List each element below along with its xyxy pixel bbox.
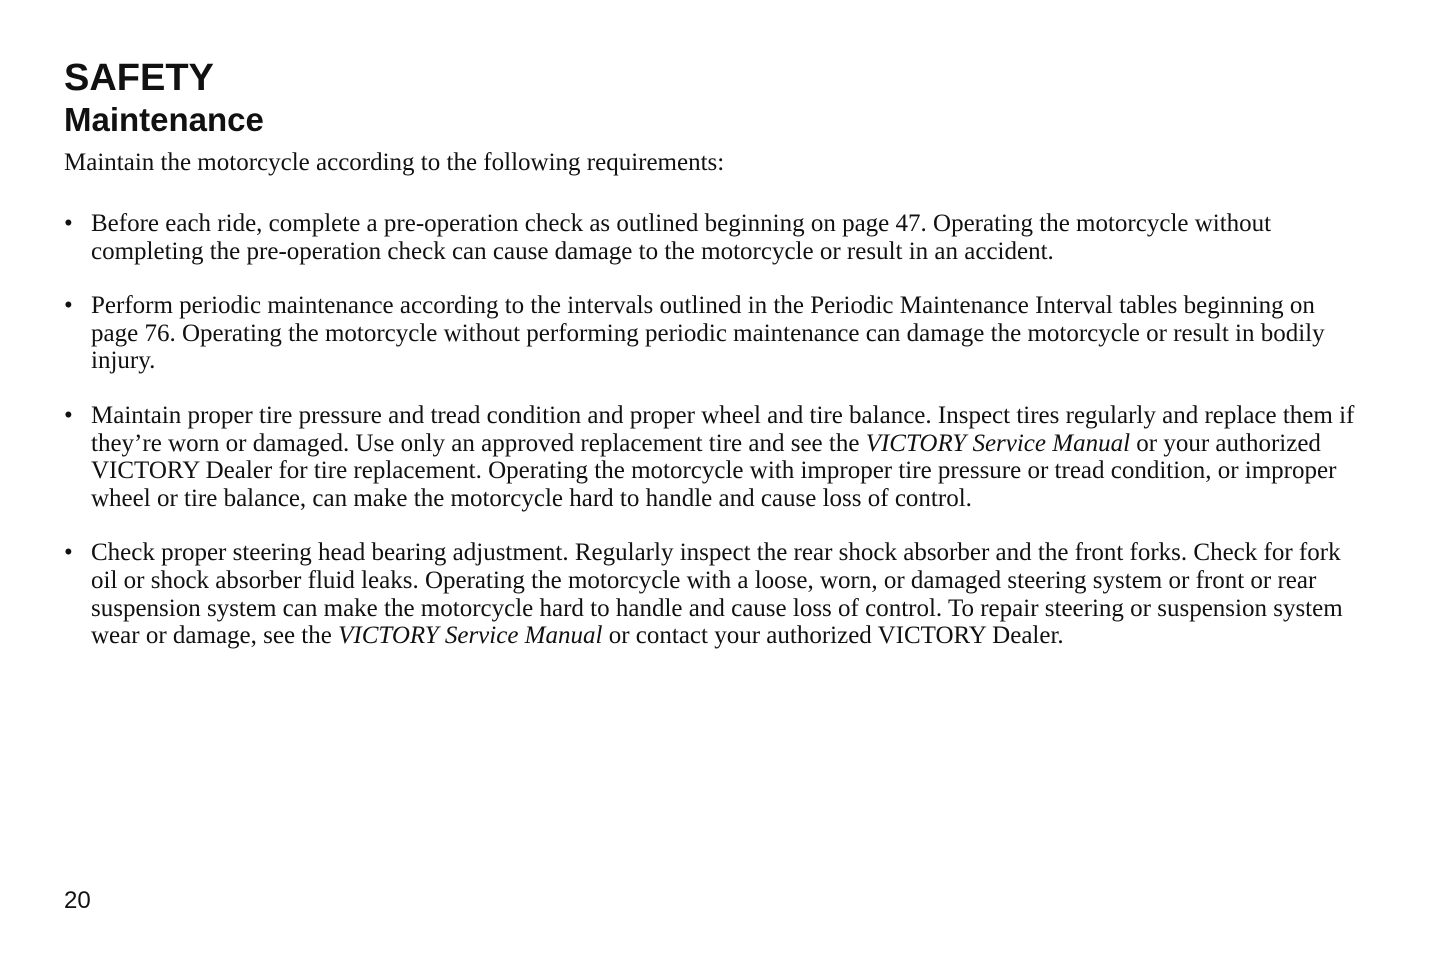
list-item-text: Perform periodic maintenance according to the intervals outlined in the Periodic Maintenance Interval tables beginning on page 76. Operating the motorcycle without performing periodic maintenance can damage the motorcycle or result in bodily injury. bbox=[91, 292, 1325, 375]
bullet-icon: • bbox=[64, 539, 73, 567]
bullet-icon: • bbox=[64, 401, 73, 429]
list-item-text-part: or contact your authorized VICTORY Dealer. bbox=[602, 622, 1064, 650]
list-item-text-part: Maintain proper tire pressure and tread condition and proper wheel and tire balance. Inspect tires regularly and replace them if they’re worn or damaged. Use only an approved replacement tire and see the bbox=[91, 401, 1355, 457]
list-item bbox=[64, 402, 1364, 512]
subsection-title: Maintenance bbox=[64, 101, 264, 138]
list-item bbox=[64, 210, 1364, 265]
list-item-text bbox=[91, 539, 1343, 649]
list-item-text bbox=[91, 402, 1354, 512]
manual-reference: VICTORY Service Manual bbox=[865, 429, 1131, 457]
section-title: SAFETY bbox=[64, 57, 214, 99]
requirements-list bbox=[64, 210, 1364, 677]
list-item-text-part: Check proper steering head bearing adjustment. Regularly inspect the rear shock absorber and the front forks. Check for fork oil or shock absorber fluid leaks. Operating the motorcycle with a loose, worn, or damaged steering system or front or rear suspension system can make the motorcycle hard to handle and cause loss of control. To repair steering or suspension system wear or damage, see the bbox=[91, 539, 1343, 650]
list-item bbox=[64, 539, 1364, 649]
bullet-icon: • bbox=[64, 210, 73, 237]
list-item bbox=[64, 292, 1364, 375]
intro-paragraph: Maintain the motorcycle according to the following requirements: bbox=[64, 149, 725, 176]
bullet-icon: • bbox=[64, 292, 73, 320]
manual-reference: VICTORY Service Manual bbox=[338, 622, 603, 650]
list-item-text-part: or your authorized VICTORY Dealer for tire replacement. Operating the motorcycle with improper tire pressure or tread condition, or improper wheel or tire balance, can make the motorcycle hard to handle and cause loss of control. bbox=[91, 429, 1337, 512]
page-number: 20 bbox=[64, 887, 91, 914]
list-item-text: Before each ride, complete a pre-operation check as outlined beginning on page 47. Operating the motorcycle without completing the pre-operation check can cause damage to the motorcycle or result in an accident. bbox=[91, 210, 1272, 265]
